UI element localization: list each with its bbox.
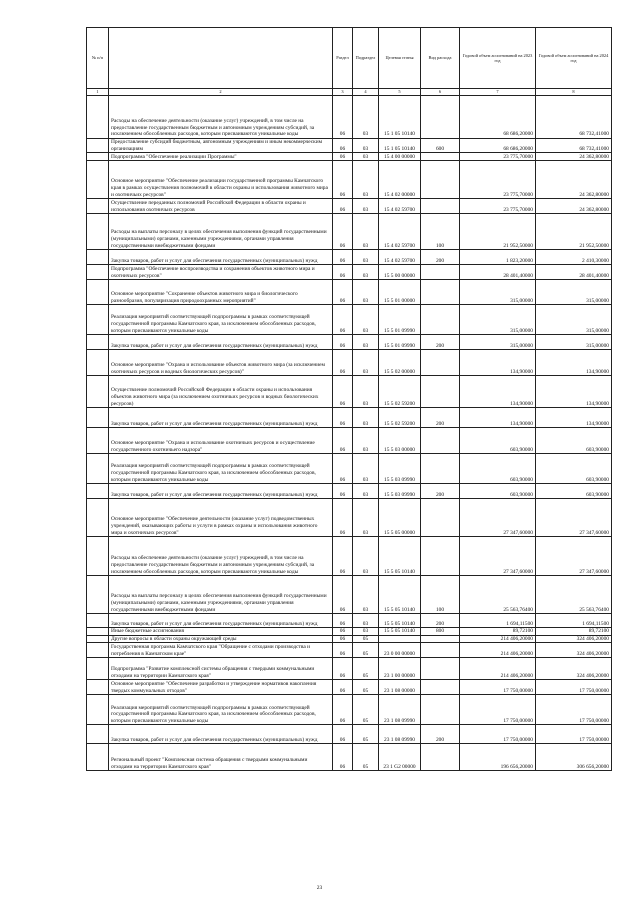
cell-no — [87, 408, 109, 428]
cell-razdel: 06 — [333, 161, 353, 199]
cell-razdel: 06 — [333, 695, 353, 725]
cell-name: Основное мероприятие "Обеспечение деятельности (оказание услуг) подведомственных учреждений, оказывающих работы и услуги в рамках охраны и использования животного мира и охотничьих ресурсов" — [109, 499, 333, 537]
table-row — [87, 635, 612, 643]
cell-name: Расходы на выплаты персоналу в целях обеспечения выполнения функций государственными (муниципальными) органами, казенными учреждениями, органами управления государственными внебюджетными фондами — [109, 576, 333, 614]
cell-2024: 315,00000 — [536, 305, 612, 335]
cell-no — [87, 484, 109, 499]
cell-razdel: 06 — [333, 305, 353, 335]
cell-2023: 25 563,76400 — [460, 576, 536, 614]
cell-razdel: 06 — [333, 376, 353, 408]
cell-target — [379, 635, 421, 643]
cell-target: 15 1 05 10140 — [379, 96, 421, 139]
cell-razdel: 06 — [333, 725, 353, 744]
table-row — [87, 454, 612, 484]
cell-2024: 134,90000 — [536, 408, 612, 428]
cell-no — [87, 265, 109, 280]
cell-name: Закупка товаров, работ и услуг для обеспечения государственных (муниципальных) нужд — [109, 335, 333, 350]
cell-target: 15 5 02 59200 — [379, 408, 421, 428]
cell-name: Иные бюджетные ассигнования — [109, 628, 333, 636]
cell-name: Осуществление полномочий Российской Федерации в области охраны и использования объектов животного мира (за исключением охотничьих ресурсов и водных биологических ресурсов) — [109, 376, 333, 408]
cell-name: Закупка товаров, работ и услуг для обеспечения государственных (муниципальных) нужд — [109, 725, 333, 744]
cell-2024: 68 732,41000 — [536, 96, 612, 139]
cell-vid: 200 — [421, 484, 460, 499]
cell-no — [87, 428, 109, 454]
cell-2024: 603,90000 — [536, 454, 612, 484]
cell-2024: 17 750,00000 — [536, 680, 612, 695]
cell-name: Основное мероприятие "Обеспечение реализации государственной программы Камчатского края в рамках осуществления полномочий в области охраны и использования животного мира и охотничьих ресурсов" — [109, 161, 333, 199]
cell-2024: 315,00000 — [536, 280, 612, 305]
cell-razdel: 06 — [333, 628, 353, 636]
cell-target: 15 5 05 10140 — [379, 537, 421, 576]
cell-podrazdel: 03 — [353, 428, 379, 454]
cell-no — [87, 280, 109, 305]
cell-target: 15 1 05 10140 — [379, 139, 421, 153]
cell-podrazdel: 03 — [353, 139, 379, 153]
header-no: № п/п — [87, 28, 109, 89]
table-row — [87, 643, 612, 658]
cell-vid — [421, 680, 460, 695]
table-row — [87, 484, 612, 499]
cell-podrazdel: 05 — [353, 725, 379, 744]
cell-podrazdel: 03 — [353, 153, 379, 161]
cell-2023: 23 775,70000 — [460, 161, 536, 199]
cell-2024: 17 750,00000 — [536, 725, 612, 744]
cell-vid — [421, 350, 460, 376]
cell-2023: 315,00000 — [460, 335, 536, 350]
cell-vid: 100 — [421, 214, 460, 250]
cell-vid: 200 — [421, 250, 460, 265]
cell-vid: 800 — [421, 628, 460, 636]
cell-vid — [421, 199, 460, 214]
cell-vid: 200 — [421, 614, 460, 628]
cell-name: Закупка товаров, работ и услуг для обеспечения государственных (муниципальных) нужд — [109, 250, 333, 265]
table-row — [87, 614, 612, 628]
table-body — [87, 96, 612, 771]
cell-target: 15 5 05 10140 — [379, 628, 421, 636]
cell-name: Предоставление субсидий бюджетным, автономным учреждениям и иным некоммерческим организациям — [109, 139, 333, 153]
cell-target: 15 4 02 00000 — [379, 161, 421, 199]
cell-vid — [421, 161, 460, 199]
cell-target: 15 5 05 10140 — [379, 614, 421, 628]
cell-razdel: 06 — [333, 454, 353, 484]
cell-target: 15 5 01 09990 — [379, 305, 421, 335]
cell-no — [87, 153, 109, 161]
cell-razdel: 06 — [333, 576, 353, 614]
cell-2023: 214 406,20000 — [460, 658, 536, 680]
cell-razdel: 06 — [333, 428, 353, 454]
cell-no — [87, 643, 109, 658]
cell-2024: 2 410,30000 — [536, 250, 612, 265]
cell-vid — [421, 695, 460, 725]
column-number: 7 — [460, 89, 536, 96]
cell-razdel: 06 — [333, 96, 353, 139]
cell-no — [87, 376, 109, 408]
cell-2023: 603,90000 — [460, 454, 536, 484]
cell-target: 15 5 03 09990 — [379, 454, 421, 484]
cell-no — [87, 139, 109, 153]
cell-name: Расходы на обеспечение деятельности (оказание услуг) учреждений, в том числе на предоставление государственным бюджетным и автономным учреждениям субсидий, за исключением обособленных расходов, которым присваиваются уникальные коды — [109, 537, 333, 576]
cell-podrazdel: 05 — [353, 658, 379, 680]
cell-2024: 24 362,80000 — [536, 153, 612, 161]
cell-target: 15 5 03 09990 — [379, 484, 421, 499]
table-row — [87, 537, 612, 576]
cell-vid: 200 — [421, 335, 460, 350]
cell-2024: 27 347,60000 — [536, 499, 612, 537]
cell-2024: 68 732,41000 — [536, 139, 612, 153]
cell-razdel: 06 — [333, 484, 353, 499]
cell-podrazdel: 03 — [353, 484, 379, 499]
cell-target: 23 0 00 00000 — [379, 643, 421, 658]
cell-razdel: 06 — [333, 643, 353, 658]
cell-razdel: 06 — [333, 265, 353, 280]
cell-vid — [421, 454, 460, 484]
cell-name: Основное мероприятие "Сохранение объектов животного мира и биологического разнообразия, популяризация природоохранных мероприятий" — [109, 280, 333, 305]
cell-no — [87, 635, 109, 643]
cell-name: Подпрограмма "Развитие комплексной системы обращения с твердыми коммунальными отходами на территории Камчатского края" — [109, 658, 333, 680]
column-number: 3 — [333, 89, 353, 96]
cell-2023: 17 750,00000 — [460, 725, 536, 744]
cell-target: 15 5 05 00000 — [379, 499, 421, 537]
budget-table — [86, 27, 612, 771]
cell-name: Реализация мероприятий соответствующей подпрограммы в рамках соответствующей государственной программы Камчатского края, за исключением обособленных расходов, которым присваиваются уникальные коды — [109, 305, 333, 335]
cell-podrazdel: 03 — [353, 280, 379, 305]
cell-no — [87, 744, 109, 771]
cell-vid — [421, 265, 460, 280]
cell-no — [87, 199, 109, 214]
cell-name: Реализация мероприятий соответствующей подпрограммы в рамках соответствующей государственной программы Камчатского края, за исключением обособленных расходов, которым присваиваются уникальные коды — [109, 695, 333, 725]
cell-podrazdel: 05 — [353, 744, 379, 771]
cell-podrazdel: 03 — [353, 499, 379, 537]
cell-razdel: 06 — [333, 280, 353, 305]
cell-podrazdel: 03 — [353, 628, 379, 636]
column-number: 2 — [109, 89, 333, 96]
cell-razdel: 06 — [333, 614, 353, 628]
cell-no — [87, 96, 109, 139]
cell-podrazdel: 03 — [353, 350, 379, 376]
cell-name: Подпрограмма "Обеспечение воспроизводства и сохранения объектов животного мира и охотничьих ресурсов" — [109, 265, 333, 280]
table-row — [87, 658, 612, 680]
cell-2023: 17 750,00000 — [460, 695, 536, 725]
column-number: 1 — [87, 89, 109, 96]
table-row — [87, 350, 612, 376]
cell-podrazdel: 05 — [353, 643, 379, 658]
cell-vid — [421, 305, 460, 335]
table-row — [87, 376, 612, 408]
cell-2024: 25 563,76400 — [536, 576, 612, 614]
cell-vid: 600 — [421, 139, 460, 153]
cell-razdel: 06 — [333, 537, 353, 576]
table-row — [87, 153, 612, 161]
table-row — [87, 408, 612, 428]
table-row — [87, 199, 612, 214]
table-row — [87, 139, 612, 153]
cell-target: 15 5 01 00000 — [379, 280, 421, 305]
column-number: 5 — [379, 89, 421, 96]
table-row — [87, 265, 612, 280]
cell-razdel: 06 — [333, 744, 353, 771]
cell-2023: 214 406,20000 — [460, 635, 536, 643]
cell-no — [87, 350, 109, 376]
cell-no — [87, 537, 109, 576]
cell-target: 15 5 02 59200 — [379, 376, 421, 408]
cell-2023: 134,90000 — [460, 350, 536, 376]
cell-vid — [421, 744, 460, 771]
cell-razdel: 06 — [333, 499, 353, 537]
cell-no — [87, 454, 109, 484]
cell-no — [87, 250, 109, 265]
cell-name: Основное мероприятие "Обеспечение разработки и утверждение нормативов накопления твердых коммунальных отходов" — [109, 680, 333, 695]
header-2023: Годовой объем ассигнований на 2023 год — [460, 28, 536, 89]
cell-vid: 200 — [421, 408, 460, 428]
cell-2023: 28 401,40000 — [460, 265, 536, 280]
cell-razdel: 06 — [333, 153, 353, 161]
cell-podrazdel: 05 — [353, 635, 379, 643]
column-number-row — [87, 89, 612, 96]
cell-no — [87, 499, 109, 537]
cell-name: Реализация мероприятий соответствующей подпрограммы в рамках соответствующей государственной программы Камчатского края, за исключением обособленных расходов, которым присваиваются уникальные коды — [109, 454, 333, 484]
cell-vid — [421, 280, 460, 305]
cell-vid — [421, 643, 460, 658]
cell-2023: 68 686,20000 — [460, 139, 536, 153]
cell-podrazdel: 03 — [353, 454, 379, 484]
cell-podrazdel: 03 — [353, 335, 379, 350]
column-number: 8 — [536, 89, 612, 96]
column-number: 6 — [421, 89, 460, 96]
cell-vid — [421, 499, 460, 537]
cell-name: Основное мероприятие "Охрана и использование охотничьих ресурсов и осуществление государственного охотничьего надзора" — [109, 428, 333, 454]
cell-2024: 324 406,20000 — [536, 635, 612, 643]
cell-name: Региональный проект "Комплексная система обращения с твердыми коммунальными отходами на территории Камчатского края" — [109, 744, 333, 771]
cell-target: 23 1 08 09990 — [379, 695, 421, 725]
header-vid: Вид расхода — [421, 28, 460, 89]
cell-no — [87, 305, 109, 335]
cell-2023: 27 347,60000 — [460, 537, 536, 576]
cell-2023: 27 347,60000 — [460, 499, 536, 537]
cell-2023: 68 686,20000 — [460, 96, 536, 139]
cell-podrazdel: 05 — [353, 695, 379, 725]
cell-no — [87, 161, 109, 199]
cell-razdel: 06 — [333, 214, 353, 250]
cell-podrazdel: 03 — [353, 305, 379, 335]
cell-podrazdel: 03 — [353, 96, 379, 139]
table-row — [87, 428, 612, 454]
cell-2023: 89,72100 — [460, 628, 536, 636]
header-name — [109, 28, 333, 89]
cell-2024: 21 952,50000 — [536, 214, 612, 250]
table-row — [87, 576, 612, 614]
cell-2024: 27 347,60000 — [536, 537, 612, 576]
cell-2023: 21 952,50000 — [460, 214, 536, 250]
cell-podrazdel: 03 — [353, 376, 379, 408]
cell-target: 23 1 00 00000 — [379, 658, 421, 680]
cell-2024: 603,90000 — [536, 428, 612, 454]
table-row — [87, 305, 612, 335]
cell-2024: 28 401,40000 — [536, 265, 612, 280]
cell-podrazdel: 03 — [353, 161, 379, 199]
cell-no — [87, 614, 109, 628]
table-row — [87, 250, 612, 265]
cell-podrazdel: 03 — [353, 250, 379, 265]
cell-2023: 1 694,11500 — [460, 614, 536, 628]
cell-name: Закупка товаров, работ и услуг для обеспечения государственных (муниципальных) нужд — [109, 408, 333, 428]
cell-name: Другие вопросы в области охраны окружающей среды — [109, 635, 333, 643]
cell-2023: 1 823,20000 — [460, 250, 536, 265]
cell-2024: 324 406,20000 — [536, 643, 612, 658]
table-row — [87, 628, 612, 636]
cell-target: 23 1 08 09990 — [379, 725, 421, 744]
cell-no — [87, 725, 109, 744]
cell-vid: 200 — [421, 725, 460, 744]
cell-razdel: 06 — [333, 250, 353, 265]
cell-podrazdel: 03 — [353, 214, 379, 250]
column-number: 4 — [353, 89, 379, 96]
cell-target: 15 5 01 09990 — [379, 335, 421, 350]
table-row — [87, 96, 612, 139]
cell-podrazdel: 03 — [353, 537, 379, 576]
cell-2023: 134,90000 — [460, 376, 536, 408]
cell-target: 23 1 08 00000 — [379, 680, 421, 695]
cell-name: Закупка товаров, работ и услуг для обеспечения государственных (муниципальных) нужд — [109, 614, 333, 628]
cell-target: 15 5 00 00000 — [379, 265, 421, 280]
header-2024: Годовой объем ассигнований на 2024 год — [536, 28, 612, 89]
cell-target: 23 1 G2 00000 — [379, 744, 421, 771]
cell-2024: 89,72100 — [536, 628, 612, 636]
cell-name: Расходы на выплаты персоналу в целях обеспечения выполнения функций государственными (муниципальными) органами, казенными учреждениями, органами управления государственными внебюджетными фондами — [109, 214, 333, 250]
cell-vid — [421, 96, 460, 139]
cell-2023: 17 750,00000 — [460, 680, 536, 695]
cell-no — [87, 576, 109, 614]
cell-2023: 603,90000 — [460, 428, 536, 454]
cell-2024: 24 362,80000 — [536, 199, 612, 214]
cell-vid — [421, 428, 460, 454]
cell-name: Основное мероприятие "Охрана и использование объектов животного мира (за исключением охотничьих ресурсов и водных биологических ресурсов)" — [109, 350, 333, 376]
cell-2023: 315,00000 — [460, 305, 536, 335]
cell-razdel: 06 — [333, 408, 353, 428]
cell-podrazdel: 03 — [353, 408, 379, 428]
cell-no — [87, 214, 109, 250]
header-target: Целевая статья — [379, 28, 421, 89]
cell-2023: 214 406,20000 — [460, 643, 536, 658]
table-row — [87, 499, 612, 537]
cell-target: 15 4 02 59700 — [379, 214, 421, 250]
table-row — [87, 335, 612, 350]
cell-razdel: 06 — [333, 635, 353, 643]
table-row — [87, 695, 612, 725]
table-row — [87, 680, 612, 695]
cell-razdel: 06 — [333, 680, 353, 695]
cell-name: Подпрограмма "Обеспечение реализации Программы" — [109, 153, 333, 161]
cell-no — [87, 695, 109, 725]
cell-target: 15 5 02 00000 — [379, 350, 421, 376]
cell-razdel: 06 — [333, 335, 353, 350]
cell-no — [87, 658, 109, 680]
cell-2024: 24 362,80000 — [536, 161, 612, 199]
header-razdel: Раздел — [333, 28, 353, 89]
cell-podrazdel: 03 — [353, 199, 379, 214]
cell-target: 15 4 00 00000 — [379, 153, 421, 161]
cell-podrazdel: 03 — [353, 614, 379, 628]
cell-2024: 306 656,20000 — [536, 744, 612, 771]
cell-vid — [421, 537, 460, 576]
cell-2023: 23 775,70000 — [460, 153, 536, 161]
cell-razdel: 06 — [333, 139, 353, 153]
cell-podrazdel: 03 — [353, 576, 379, 614]
cell-target: 15 5 05 10140 — [379, 576, 421, 614]
cell-2024: 134,90000 — [536, 350, 612, 376]
cell-2023: 315,00000 — [460, 280, 536, 305]
table-row — [87, 214, 612, 250]
cell-name: Государственная программа Камчатского края "Обращение с отходами производства и потребления в Камчатском крае" — [109, 643, 333, 658]
table-row — [87, 280, 612, 305]
cell-podrazdel: 05 — [353, 680, 379, 695]
cell-2023: 603,90000 — [460, 484, 536, 499]
cell-vid — [421, 153, 460, 161]
cell-vid: 100 — [421, 576, 460, 614]
cell-no — [87, 628, 109, 636]
cell-target: 15 4 02 59700 — [379, 250, 421, 265]
table-header-row — [87, 28, 612, 89]
cell-vid — [421, 658, 460, 680]
table-row — [87, 725, 612, 744]
cell-razdel: 06 — [333, 199, 353, 214]
cell-razdel: 06 — [333, 350, 353, 376]
cell-2024: 17 750,00000 — [536, 695, 612, 725]
cell-target: 15 4 02 59700 — [379, 199, 421, 214]
header-podrazdel: Подраздел — [353, 28, 379, 89]
page-number: 23 — [316, 885, 323, 891]
cell-vid — [421, 376, 460, 408]
cell-name: Расходы на обеспечение деятельности (оказание услуг) учреждений, в том числе на предоставление государственным бюджетным и автономным учреждениям субсидий, за исключением обособленных расходов, которым присваиваются уникальные коды — [109, 96, 333, 139]
table-row — [87, 161, 612, 199]
cell-2024: 1 694,11500 — [536, 614, 612, 628]
table-row — [87, 744, 612, 771]
cell-target: 15 5 03 00000 — [379, 428, 421, 454]
cell-2023: 23 775,70000 — [460, 199, 536, 214]
cell-razdel: 06 — [333, 658, 353, 680]
cell-no — [87, 335, 109, 350]
cell-2024: 603,90000 — [536, 484, 612, 499]
cell-2023: 196 656,20000 — [460, 744, 536, 771]
cell-vid — [421, 635, 460, 643]
cell-2024: 315,00000 — [536, 335, 612, 350]
cell-2024: 324 406,20000 — [536, 658, 612, 680]
cell-name: Осуществление переданных полномочий Российской Федерации в области охраны и использования охотничьих ресурсов — [109, 199, 333, 214]
cell-2024: 134,90000 — [536, 376, 612, 408]
cell-name: Закупка товаров, работ и услуг для обеспечения государственных (муниципальных) нужд — [109, 484, 333, 499]
cell-2023: 134,90000 — [460, 408, 536, 428]
cell-no — [87, 680, 109, 695]
cell-podrazdel: 03 — [353, 265, 379, 280]
